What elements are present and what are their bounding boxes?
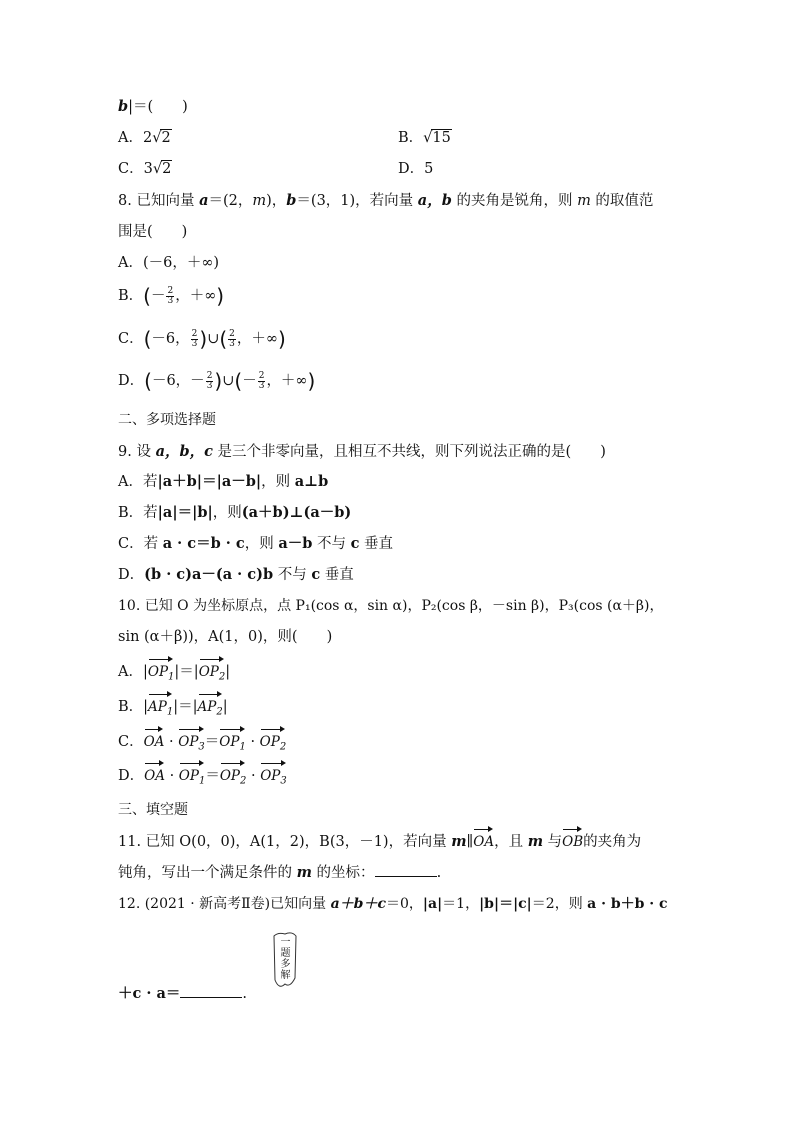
q12-stem-line2: ＋c · a＝ . [118,985,247,1002]
q10-option-c: C．OA · $OP_3=OP_1 \cdot OP_2$ [118,731,286,759]
answer-blank[interactable] [180,983,242,998]
vector-b: b [118,98,129,115]
q10-option-a: A．$|OP_1|=|OP_2|$ [118,661,230,689]
q7-option-a: A．2√2 [118,130,171,146]
q9-option-a: A．若|a＋b|＝|a－b|，则 a⊥b [118,473,329,490]
q9-stem: 9. 设 a，b，c 是三个非零向量，且相互不共线，则下列说法正确的是( ) [118,443,606,460]
q7-option-c: C．3√2 [118,161,172,177]
q8-option-b: B．(－ $\frac{2}{3}$ ，＋∞) [118,284,225,308]
q8-option-d: D．(－6，－ $\frac{2}{3}$ )∪(－ $\frac{2}{3}$ ，＋∞) [118,369,316,393]
q8-stem-line2: 围是( ) [118,224,188,240]
q10-stem-line1: 10. 已知 O 为坐标原点，点 P₁(cos α，sin α)，P₂(cos β，－sin β)，P₃(cos (α＋β)， [118,598,664,614]
q7-paren: |＝( ) [128,99,188,115]
q10-option-d: D．OA · $OP_1=OP_2 \cdot OP_3$ [118,765,287,793]
q9-option-b: B．若|a|＝|b|，则(a＋b)⊥(a－b) [118,504,352,521]
q10-option-b: B．$|AP_1|=|AP_2|$ [118,696,228,724]
q7-option-b: B．√15 [398,130,451,146]
badge-text: 一题多解 [280,937,291,981]
multi-solution-badge [270,930,300,990]
q11-stem-line2: 钝角，写出一个满足条件的 m 的坐标： . [118,864,442,881]
q9-option-c: C．若 a · c＝b · c，则 a－b 不与 c 垂直 [118,535,394,552]
q11-stem-line1: 11. 已知 O(0，0)，A(1，2)，B(3，－1)，若向量 m∥OA，且 m 与OB的夹角为 [118,831,641,853]
q8-stem-line1: 8. 已知向量 a＝(2，m)，b＝(3，1)，若向量 a，b 的夹角是锐角，则 m 的取值范 [118,192,654,209]
section-title-multiple-choice: 二、多项选择题 [118,412,216,428]
q12-stem-line1: 12. (2021 · 新高考Ⅱ卷)已知向量 a＋b＋c＝0，|a|＝1，|b|＝|c|＝2，则 a · b＋b · c [118,896,668,912]
q10-stem-line2: sin (α＋β))，A(1，0)，则( ) [118,629,333,645]
q8-option-c: C．(－6， $\frac{2}{3}$ )∪( $\frac{2}{3}$ ，＋∞) [118,327,286,351]
q8-option-a: A．(－6，＋∞) [118,255,220,271]
answer-blank[interactable] [375,862,437,877]
q7-option-d: D．5 [398,161,434,177]
q9-option-d: D．(b · c)a－(a · c)b 不与 c 垂直 [118,566,354,583]
q7-stem-tail [118,96,188,118]
section-title-fill-in: 三、填空题 [118,802,188,818]
